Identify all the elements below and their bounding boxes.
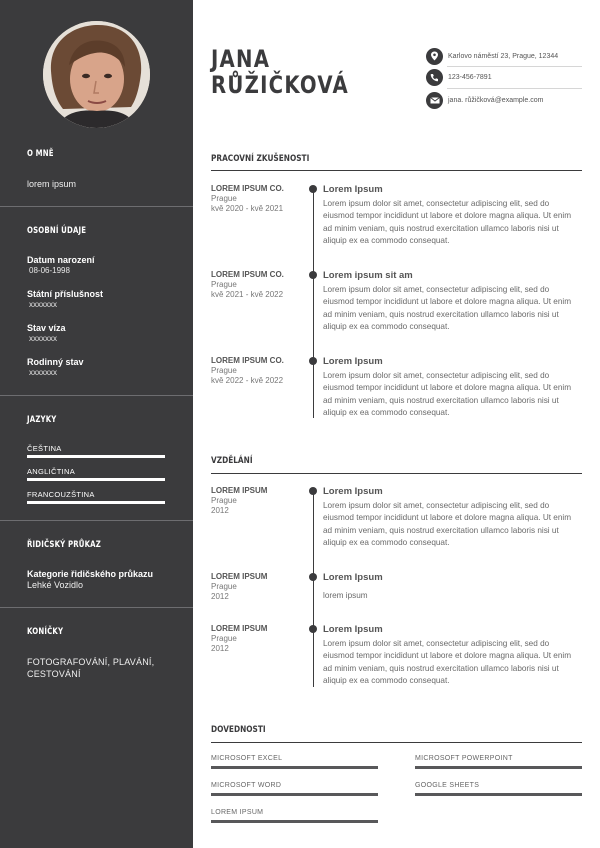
language-level-bar (27, 478, 165, 481)
sidebar-divider (0, 520, 193, 521)
license-label: Kategorie řidičského průkazu (27, 569, 154, 579)
entry-date: kvě 2020 - kvě 2021 (211, 204, 284, 213)
license-value: Lehké Vozidlo (27, 580, 84, 590)
skill-level-bar (211, 793, 378, 796)
skill-name: GOOGLE SHEETS (415, 782, 480, 789)
experience-timeline (313, 188, 314, 418)
address-text: Karlovo náměstí 23, Prague, 12344 (448, 52, 559, 60)
phone-text: 123-456-7891 (448, 73, 492, 81)
skill-item (415, 755, 582, 769)
field-label: Rodinný stav (27, 357, 84, 367)
field-value: xxxxxxx (29, 334, 57, 343)
skill-item (211, 809, 378, 823)
contact-divider (447, 88, 582, 89)
timeline-dot (309, 185, 317, 193)
personal-field (27, 323, 177, 343)
entry-title: Lorem Ipsum (323, 486, 383, 497)
language-item (27, 444, 177, 458)
hobbies-heading: KONÍČKY (27, 627, 64, 637)
license-heading: ŘIDIČSKÝ PRŮKAZ (27, 540, 101, 550)
entry-org: LOREM IPSUM (211, 486, 268, 495)
languages-heading: JAZYKY (27, 415, 57, 425)
portrait-photo-icon (43, 21, 150, 128)
entry-title: Lorem ipsum sit am (323, 270, 413, 281)
field-value: 08-06-1998 (29, 266, 70, 275)
personal-field (27, 357, 177, 377)
entry-city: Prague (211, 194, 237, 203)
language-level-bar (27, 501, 165, 504)
sidebar-divider (0, 395, 193, 396)
entry-org: LOREM IPSUM CO. (211, 270, 284, 279)
about-heading: O MNĚ (27, 149, 54, 159)
entry-description: Lorem ipsum dolor sit amet, consectetur adipiscing elit, sed do eiusmod tempor incididunt ut labore et dolore magna aliqua. Ut enim ad minim veniam, quis nostrud exercitation ullamco laboris nisi ut aliquip ex ea commodo consequat. (323, 285, 572, 332)
entry-city: Prague (211, 634, 237, 643)
skill-level-bar (211, 820, 378, 823)
field-label: Datum narození (27, 255, 95, 265)
field-value: xxxxxxx (29, 368, 57, 377)
education-timeline (313, 491, 314, 687)
timeline-dot (309, 573, 317, 581)
skill-item (211, 755, 378, 769)
personal-heading: OSOBNÍ ÚDAJE (27, 226, 87, 236)
entry-org: LOREM IPSUM (211, 572, 268, 581)
entry-description: Lorem ipsum dolor sit amet, consectetur adipiscing elit, sed do eiusmod tempor incididunt ut labore et dolore magna aliqua. Ut enim ad minim veniam, quis nostrud exercitation ullamco laboris nisi ut aliquip ex ea commodo consequat. (323, 199, 572, 246)
education-rule (211, 473, 582, 474)
language-level-bar (27, 455, 165, 458)
skill-name: LOREM IPSUM (211, 809, 264, 816)
entry-title: Lorem Ipsum (323, 356, 383, 367)
education-heading: VZDĚLÁNÍ (211, 456, 253, 466)
entry-description: Lorem ipsum dolor sit amet, consectetur adipiscing elit, sed do eiusmod tempor incididunt ut labore et dolore magna aliqua. Ut enim ad minim veniam, quis nostrud exercitation ullamco laboris nisi ut aliquip ex ea commodo consequat. (323, 501, 572, 548)
first-name: JANA (211, 45, 271, 73)
sidebar-divider (0, 607, 193, 608)
experience-rule (211, 170, 582, 171)
entry-date: kvě 2021 - kvě 2022 (211, 290, 284, 299)
language-item (27, 467, 177, 481)
personal-field (27, 255, 177, 275)
entry-date: 2012 (211, 592, 229, 601)
email-text: jana. růžičková@example.com (448, 96, 544, 104)
experience-heading: PRACOVNÍ ZKUŠENOSTI (211, 154, 310, 164)
entry-city: Prague (211, 582, 237, 591)
skills-heading: DOVEDNOSTI (211, 725, 266, 735)
contact-address (426, 46, 582, 66)
timeline-dot (309, 625, 317, 633)
entry-city: Prague (211, 496, 237, 505)
timeline-dot (309, 487, 317, 495)
contact-phone (426, 67, 582, 87)
entry-org: LOREM IPSUM CO. (211, 356, 284, 365)
language-name: FRANCOUZŠTINA (27, 490, 95, 499)
entry-title: Lorem Ipsum (323, 624, 383, 635)
skill-item (415, 782, 582, 796)
about-section (27, 149, 177, 159)
entry-title: Lorem Ipsum (323, 184, 383, 195)
license-section (27, 540, 177, 550)
license-field (27, 569, 177, 590)
skills-rule (211, 742, 582, 743)
entry-description: lorem ipsum (323, 591, 368, 600)
languages-section (27, 415, 177, 425)
entry-description: Lorem ipsum dolor sit amet, consectetur adipiscing elit, sed do eiusmod tempor incididunt ut labore et dolore magna aliqua. Ut enim ad minim veniam, quis nostrud exercitation ullamco laboris nisi ut aliquip ex ea commodo consequat. (323, 639, 572, 686)
location-pin-icon (426, 48, 443, 65)
entry-date: 2012 (211, 506, 229, 515)
field-value: xxxxxxx (29, 300, 57, 309)
language-name: ANGLIČTINA (27, 467, 76, 476)
personal-section (27, 226, 177, 236)
candidate-name (211, 46, 349, 98)
field-label: Státní příslušnost (27, 289, 104, 299)
skill-name: MICROSOFT POWERPOINT (415, 755, 513, 762)
entry-city: Prague (211, 280, 237, 289)
phone-icon (426, 69, 443, 86)
about-text: lorem ipsum (27, 179, 77, 189)
hobbies-section (27, 627, 177, 637)
entry-description: Lorem ipsum dolor sit amet, consectetur adipiscing elit, sed do eiusmod tempor incididunt ut labore et dolore magna aliqua. Ut enim ad minim veniam, quis nostrud exercitation ullamco laboris nisi ut aliquip ex ea commodo consequat. (323, 371, 572, 418)
skill-level-bar (415, 766, 582, 769)
entry-org: LOREM IPSUM (211, 624, 268, 633)
skill-name: MICROSOFT WORD (211, 782, 282, 789)
entry-title: Lorem Ipsum (323, 572, 383, 583)
skill-level-bar (415, 793, 582, 796)
entry-city: Prague (211, 366, 237, 375)
about-body (27, 179, 177, 189)
field-label: Stav víza (27, 323, 66, 333)
timeline-dot (309, 357, 317, 365)
entry-date: kvě 2022 - kvě 2022 (211, 376, 284, 385)
sidebar (0, 0, 193, 848)
language-item (27, 490, 177, 504)
hobbies-body (27, 656, 167, 680)
skill-level-bar (211, 766, 378, 769)
last-name: RŮŽIČKOVÁ (211, 71, 349, 99)
contact-email (426, 90, 582, 110)
skill-name: MICROSOFT EXCEL (211, 755, 283, 762)
timeline-dot (309, 271, 317, 279)
envelope-icon (426, 92, 443, 109)
profile-photo (43, 21, 150, 128)
entry-org: LOREM IPSUM CO. (211, 184, 284, 193)
skill-item (211, 782, 378, 796)
hobbies-text: FOTOGRAFOVÁNÍ, PLAVÁNÍ, CESTOVÁNÍ (27, 657, 155, 679)
entry-date: 2012 (211, 644, 229, 653)
sidebar-divider (0, 206, 193, 207)
language-name: ČEŠTINA (27, 444, 62, 453)
personal-field (27, 289, 177, 309)
